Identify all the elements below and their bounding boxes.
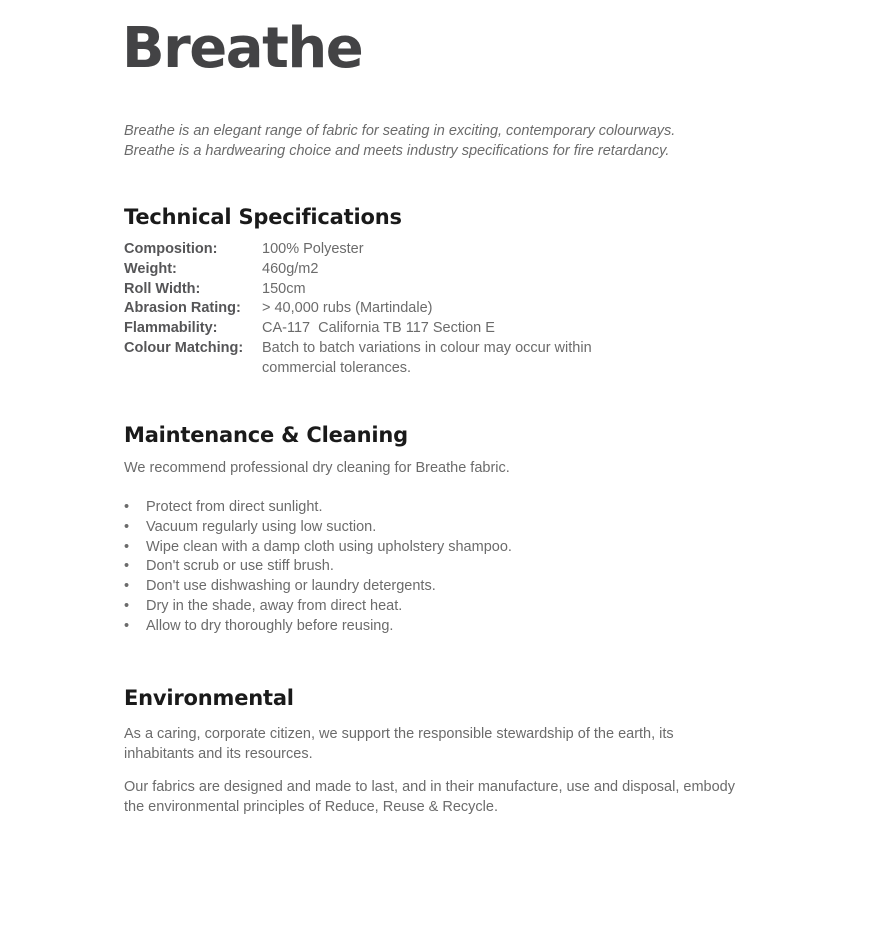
spec-value: 100% Polyester bbox=[262, 241, 364, 257]
spec-row-roll-width bbox=[124, 280, 642, 300]
spec-label: Abrasion Rating: bbox=[124, 300, 241, 317]
care-instructions-list bbox=[124, 498, 512, 637]
spec-label: Flammability: bbox=[124, 320, 218, 337]
spec-row-colour-matching bbox=[124, 339, 642, 379]
specifications-list bbox=[124, 240, 642, 379]
environmental-paragraph: Our fabrics are designed and made to last, and in their manufacture, use and disposal, embody the environmental principles of Reduce, Reuse & Recycle. bbox=[124, 779, 735, 815]
intro-text bbox=[124, 121, 675, 161]
list-item-text: Dry in the shade, away from direct heat. bbox=[146, 597, 403, 614]
list-item-text: Protect from direct sunlight. bbox=[146, 499, 323, 515]
spec-row-composition bbox=[124, 240, 642, 260]
bullet: • bbox=[124, 617, 130, 634]
bullet: • bbox=[124, 538, 130, 555]
spec-value: 460g/m2 bbox=[262, 260, 319, 277]
spec-label: Roll Width: bbox=[124, 280, 201, 297]
maintenance-cleaning-heading: Maintenance & Cleaning bbox=[124, 423, 408, 447]
spec-label: Composition: bbox=[124, 241, 218, 257]
spec-row-flammability bbox=[124, 319, 642, 339]
spec-value: CA-117 California TB 117 Section E bbox=[262, 320, 495, 337]
bullet: • bbox=[124, 518, 130, 535]
spec-label: Weight: bbox=[124, 260, 177, 277]
bullet: • bbox=[124, 499, 130, 515]
list-item-text: Wipe clean with a damp cloth using upholstery shampoo. bbox=[146, 538, 512, 555]
intro-line: Breathe is a hardwearing choice and meets industry specifications for fire retardancy. bbox=[124, 143, 670, 159]
intro-line: Breathe is an elegant range of fabric for seating in exciting, contemporary colourways. bbox=[124, 123, 676, 139]
list-item-text: Don't scrub or use stiff brush. bbox=[146, 558, 334, 575]
bullet: • bbox=[124, 597, 130, 614]
environmental-paragraph: As a caring, corporate citizen, we support the responsible stewardship of the earth, its inhabitants and its resources. bbox=[124, 726, 674, 762]
spec-value: > 40,000 rubs (Martindale) bbox=[262, 300, 433, 317]
list-item bbox=[124, 577, 512, 597]
list-item-text: Allow to dry thoroughly before reusing. bbox=[146, 617, 394, 634]
bullet: • bbox=[124, 558, 130, 575]
spec-label: Colour Matching: bbox=[124, 339, 244, 356]
maintenance-intro: We recommend professional dry cleaning for Breathe fabric. bbox=[124, 460, 510, 476]
list-item bbox=[124, 518, 512, 538]
bullet: • bbox=[124, 578, 130, 595]
list-item bbox=[124, 557, 512, 577]
spec-row-abrasion-rating bbox=[124, 299, 642, 319]
list-item bbox=[124, 617, 512, 637]
spec-row-weight bbox=[124, 260, 642, 280]
technical-specifications-heading: Technical Specifications bbox=[124, 205, 402, 229]
list-item bbox=[124, 597, 512, 617]
list-item bbox=[124, 538, 512, 558]
page-title: Breathe bbox=[122, 16, 363, 81]
list-item-text: Vacuum regularly using low suction. bbox=[146, 518, 377, 535]
list-item bbox=[124, 498, 512, 518]
environmental-heading: Environmental bbox=[124, 686, 294, 710]
spec-value: 150cm bbox=[262, 280, 306, 297]
list-item-text: Don't use dishwashing or laundry detergents. bbox=[146, 578, 436, 595]
spec-value: Batch to batch variations in colour may occur within commercial tolerances. bbox=[262, 339, 592, 376]
